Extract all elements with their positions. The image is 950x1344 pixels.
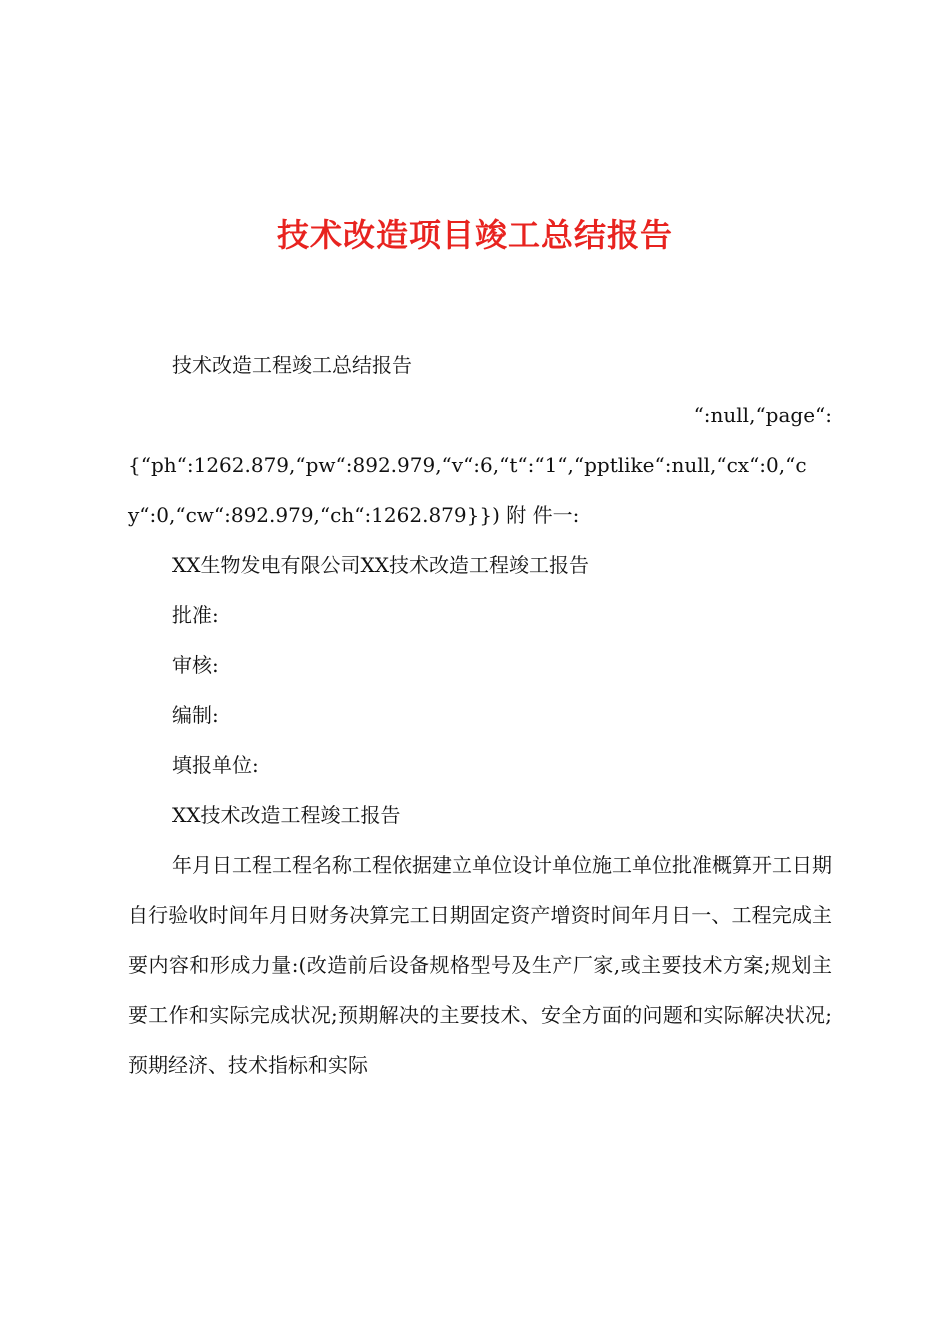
paragraph-approve: 批准:	[172, 603, 219, 627]
paragraph-report-name: XX生物发电有限公司XX技术改造工程竣工报告	[172, 553, 589, 577]
paragraph-main-content: 年月日工程工程名称工程依据建立单位设计单位施工单位批准概算开工日期自行验收时间年月日财务决算完工日期固定资产增资时间年月日一、工程完成主要内容和形成力量:(改造前后设备规格型号及生产厂家,或主要技术方案;规划主要工作和实际完成状况;预期解决的主要技术、安全方面的问题和实际解决状况;预期经济、技术指标和实际	[128, 853, 832, 1077]
paragraph-metadata-block: {“ph“:1262.879,“pw“:892.979,“v“:6,“t“:“1“,“pptlike“:null,“cx“:0,“cy“:0,“cw“:892.979,“ch“:1262.879}}) 附 件一:	[128, 453, 807, 527]
paragraph-subtitle: 技术改造工程竣工总结报告	[172, 353, 412, 377]
paragraph-review: 审核:	[172, 653, 219, 677]
document-body	[128, 340, 832, 1090]
paragraph-reporting-unit: 填报单位:	[172, 753, 259, 777]
paragraph-metadata-line: “:null,“page“:	[693, 403, 832, 427]
paragraph-report-heading: XX技术改造工程竣工报告	[172, 803, 401, 827]
document-title: 技术改造项目竣工总结报告	[276, 216, 673, 254]
paragraph-compile: 编制:	[172, 703, 219, 727]
